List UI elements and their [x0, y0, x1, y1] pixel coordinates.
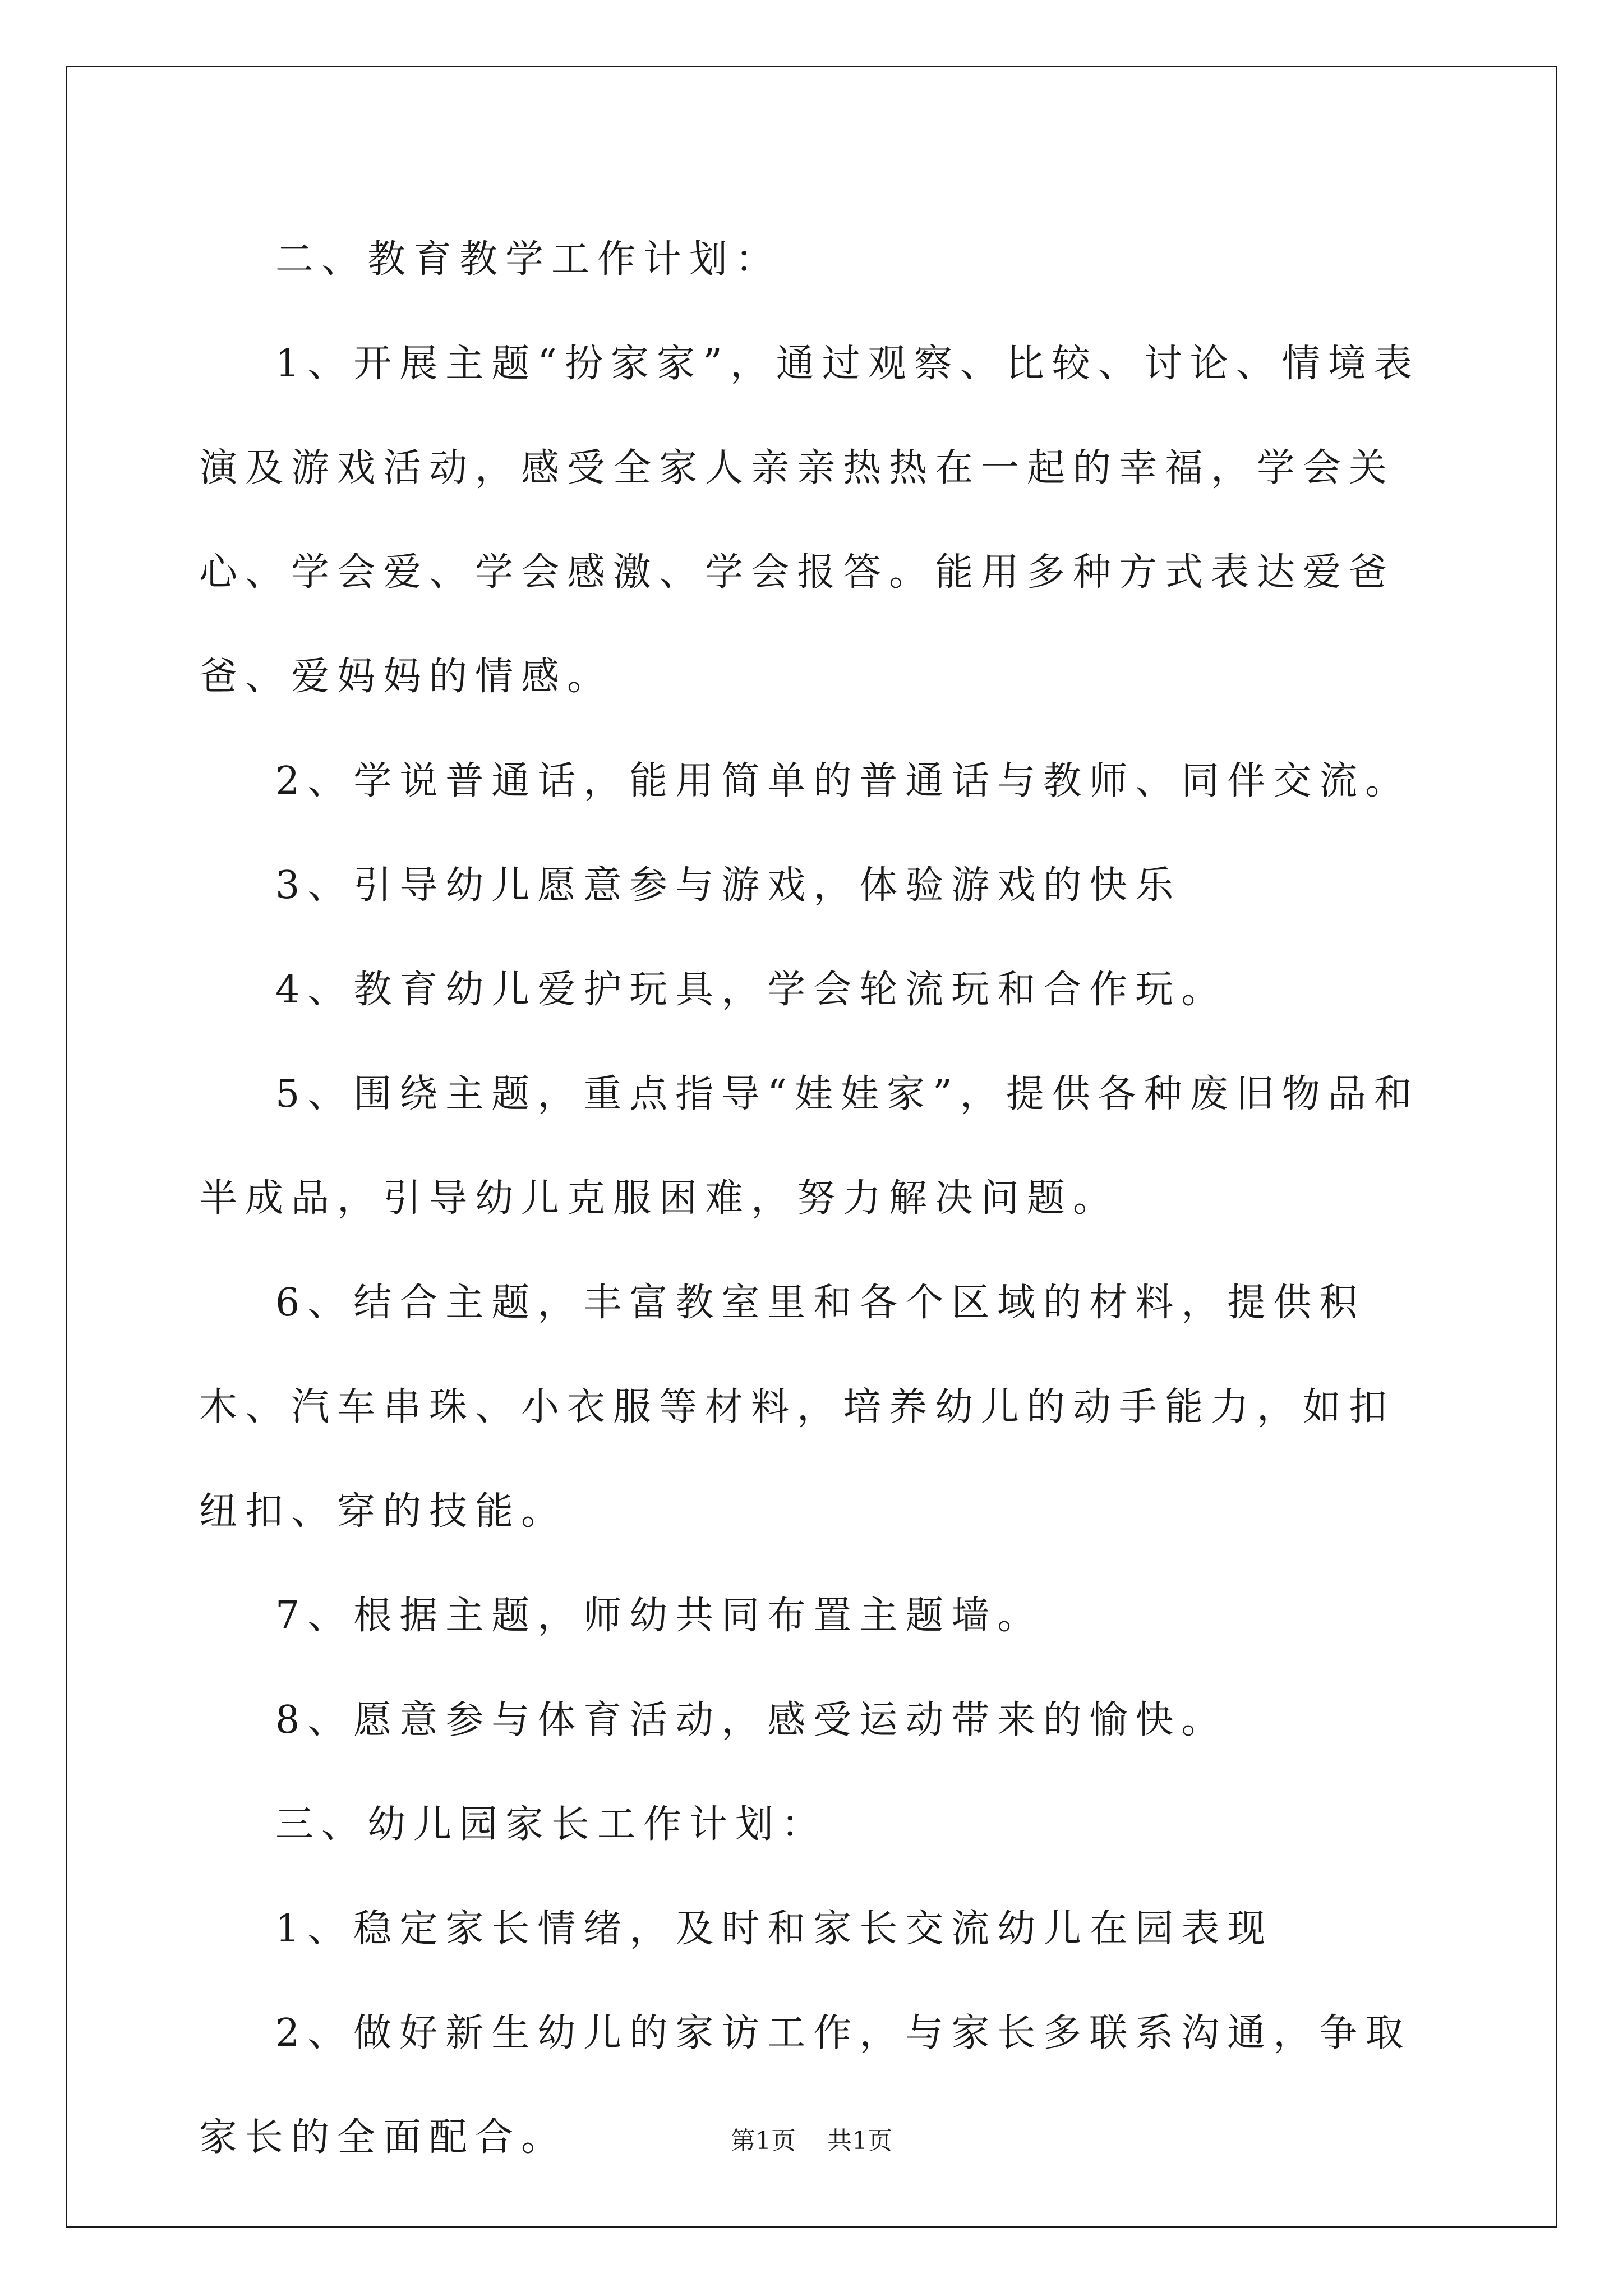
- paragraph-item-5: 5、围绕主题，重点指导“娃娃家”，提供各种废旧物品和半成品，引导幼儿克服困难，努力解决问题。: [199, 1072, 1420, 1221]
- section-heading-teaching: 二、教育教学工作计划：: [275, 237, 782, 282]
- section-heading-parents: 三、幼儿园家长工作计划：: [275, 1802, 828, 1847]
- page-number-total: 共1页: [827, 2127, 892, 2155]
- document-body: [199, 208, 1433, 2190]
- paragraph-item-2: 2、学说普通话，能用简单的普通话与教师、同伴交流。: [275, 759, 1412, 803]
- paragraph-item-3: 3、引导幼儿愿意参与游戏，体验游戏的快乐: [275, 863, 1182, 908]
- paragraph-item-7: 7、根据主题，师幼共同布置主题墙。: [275, 1594, 1044, 1638]
- paragraph-item-4: 4、教育幼儿爱护玩具，学会轮流玩和合作玩。: [275, 968, 1228, 1012]
- paragraph-item-1: 1、开展主题“扮家家”，通过观察、比较、讨论、情境表演及游戏活动，感受全家人亲亲热热在一起的幸福，学会关心、学会爱、学会感激、学会报答。能用多种方式表达爱爸爸、爱妈妈的情感。: [199, 342, 1420, 699]
- page-footer: [0, 2120, 1623, 2156]
- paragraph-parent-item-2: 2、做好新生幼儿的家访工作，与家长多联系沟通，争取家长的全面配合。: [199, 2011, 1412, 2160]
- paragraph-item-8: 8、愿意参与体育活动，感受运动带来的愉快。: [275, 1698, 1228, 1742]
- page-number-current: 第1页: [731, 2127, 796, 2155]
- paragraph-parent-item-1: 1、稳定家长情绪，及时和家长交流幼儿在园表现: [275, 1907, 1274, 1951]
- paragraph-item-6: 6、结合主题，丰富教室里和各个区域的材料，提供积木、汽车串珠、小衣服等材料，培养幼儿的动手能力，如扣纽扣、穿的技能。: [199, 1281, 1395, 1534]
